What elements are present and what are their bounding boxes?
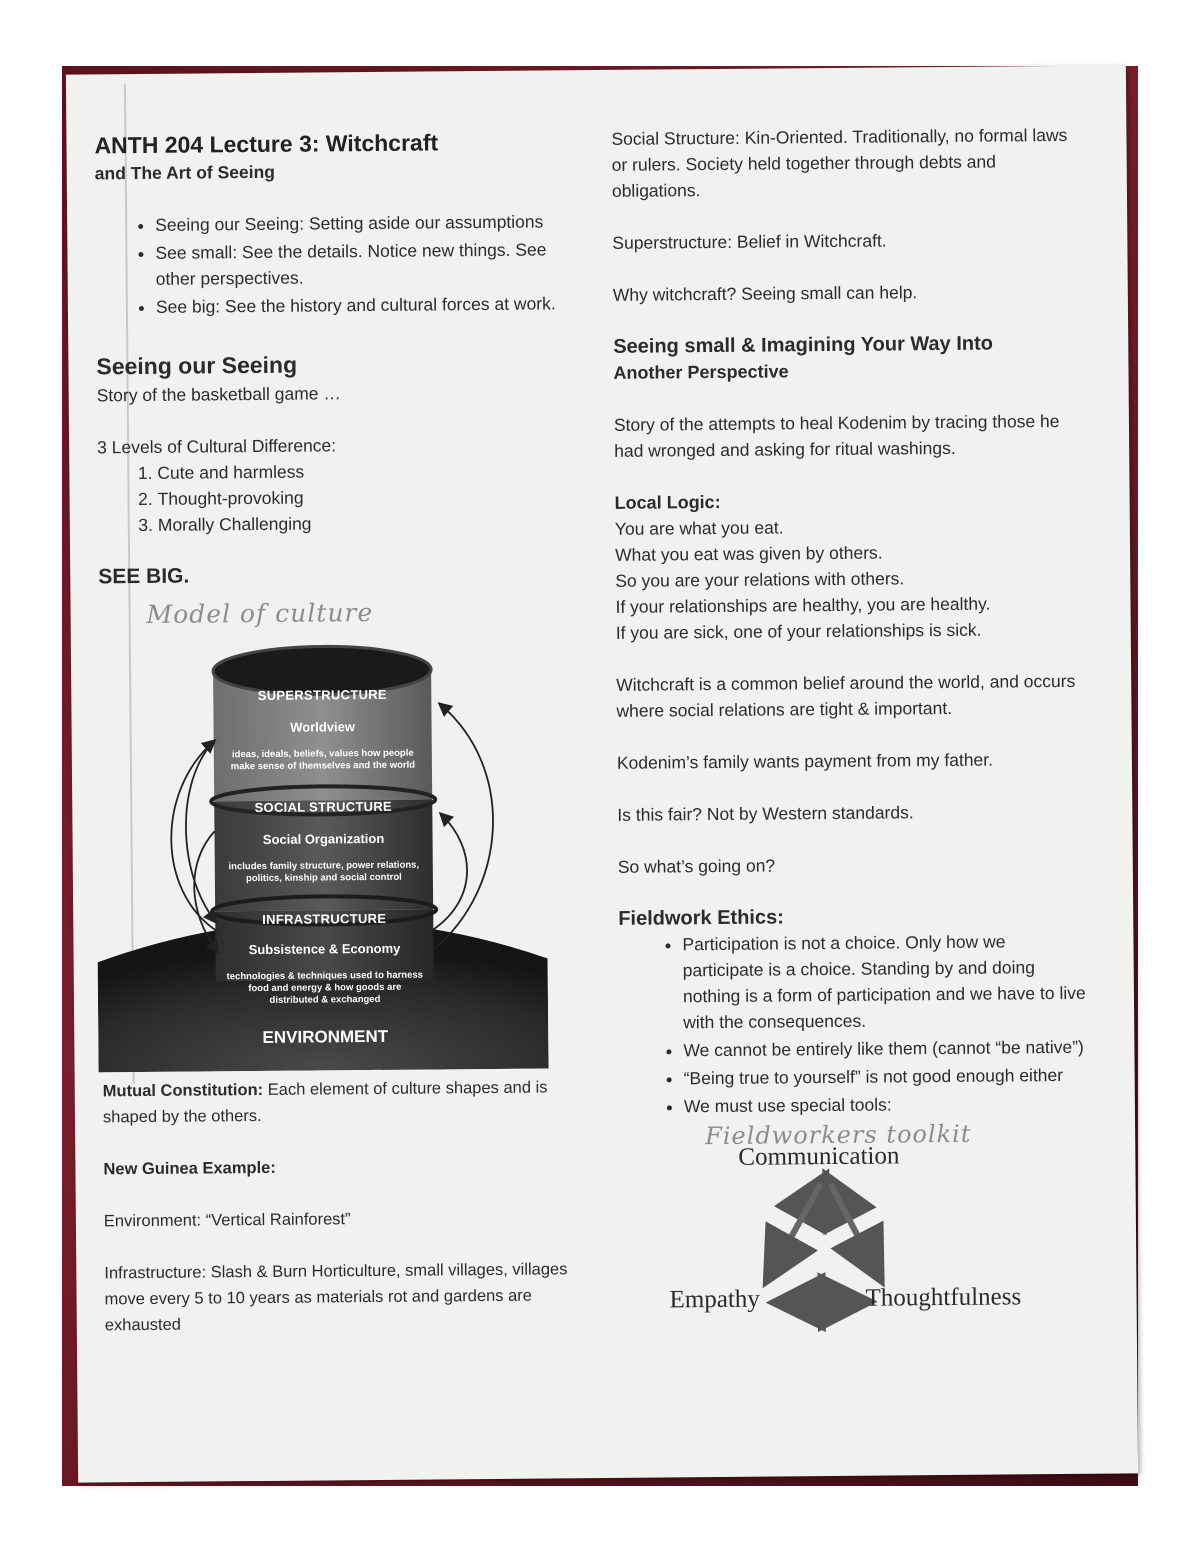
levels-list [97, 456, 568, 538]
list-item: • We must use special tools: [684, 1090, 1090, 1120]
subsistence-description: technologies & techniques used to harness food and energy & how goods are distributed & exchanged [226, 969, 423, 1006]
superstructure-text: Superstructure: Belief in Witchcraft. [612, 230, 887, 253]
seeing-text: Story of the basketball game … [96, 383, 341, 406]
empathy-label: Empathy [669, 1285, 760, 1314]
intro-bullets [95, 208, 566, 320]
environment-line: Environment: “Vertical Rainforest” [103, 1210, 351, 1231]
list-item: 2. Thought-provoking [157, 482, 567, 512]
page-title: ANTH 204 Lecture 3: Witchcraft [94, 129, 439, 159]
list-item: • We cannot be entirely like them (cannot “be native”) [683, 1034, 1089, 1064]
list-item: • See big: See the history and cultural forces at work. [156, 290, 566, 320]
local-logic-lines [615, 512, 1086, 646]
mutual-label: Mutual Constitution: [102, 1080, 264, 1101]
fair-text: Is this fair? Not by Western standards. [617, 802, 914, 825]
list-item: • “Being true to yourself” is not good enough either [684, 1062, 1090, 1092]
see-big-heading: SEE BIG. [98, 564, 190, 589]
social-structure-text: Social Structure: Kin-Oriented. Traditionally, no formal laws or rulers. Society held together through debts and obligations. [611, 124, 1068, 201]
list-item: • See small: See the details. Notice new things. See other perspectives. [155, 236, 565, 292]
infrastructure-line: Infrastructure: Slash & Burn Horticulture, small villages, villages move every 5 to 10 years as materials rot and gardens are exhausted [104, 1260, 568, 1335]
infrastructure-label [224, 906, 425, 1008]
superstructure-label [222, 682, 423, 774]
story-text: Story of the attempts to heal Kodenim by tracing those he had wronged and asking for ritual washings. [613, 410, 1060, 461]
local-logic-line: If you are sick, one of your relationships is sick. [615, 619, 982, 643]
levels-intro: 3 Levels of Cultural Difference: [97, 435, 337, 458]
social-structure-label [223, 794, 424, 886]
culture-model-diagram [95, 628, 549, 1072]
handout-page [66, 65, 1138, 1482]
worldview-label: Worldview [290, 719, 356, 735]
right-column [611, 122, 1092, 1334]
social-structure-heading: SOCIAL STRUCTURE [254, 798, 393, 816]
fieldwork-ethics-heading: Fieldwork Ethics: [618, 906, 784, 930]
thoughtfulness-label: Thoughtfulness [865, 1283, 1022, 1312]
list-item: • Seeing our Seeing: Setting aside our assumptions [155, 208, 565, 238]
local-logic-heading: Local Logic: [614, 491, 721, 513]
mutual-text: Each element of culture shapes and is shaped by the others. [102, 1078, 548, 1127]
local-logic-line: What you eat was given by others. [615, 542, 883, 565]
new-guinea-heading: New Guinea Example: [103, 1158, 276, 1179]
list-item: • Participation is not a choice. Only how we participate is a choice. Standing by and doing nothing is a form of participation and we have to live with the consequences. [682, 928, 1089, 1036]
local-logic-line: So you are your relations with others. [615, 568, 905, 591]
fieldworker-toolkit-diagram [620, 1120, 1082, 1334]
why-witchcraft-text: Why witchcraft? Seeing small can help. [612, 282, 918, 305]
witchcraft-common-text: Witchcraft is a common belief around the world, and occurs where social relations are tight & important. [616, 670, 1076, 721]
ethics-bullets [618, 928, 1090, 1120]
local-logic-line: If your relationships are healthy, you are healthy. [615, 593, 991, 617]
mutual-constitution [103, 1074, 573, 1130]
seeing-small-subheading: Another Perspective [613, 361, 789, 383]
list-item: 1. Cute and harmless [157, 456, 567, 486]
handwritten-note: Model of culture [146, 597, 374, 629]
infrastructure-heading: INFRASTRUCTURE [262, 910, 387, 927]
page-subtitle: and The Art of Seeing [94, 161, 276, 184]
environment-label: ENVIRONMENT [262, 1026, 389, 1047]
social-organization-description: includes family structure, power relations, politics, kinship and social control [228, 859, 420, 885]
handwritten-toolkit-note: Fieldworkers toolkit [705, 1119, 972, 1151]
list-item: 3. Morally Challenging [158, 508, 568, 538]
communication-label: Communication [738, 1142, 900, 1171]
local-logic-line: You are what you eat. [614, 517, 784, 539]
worldview-description: ideas, ideals, beliefs, values how people make sense of themselves and the world [230, 747, 416, 773]
payment-text: Kodenim’s family wants payment from my father. [616, 749, 994, 773]
seeing-heading: Seeing our Seeing [96, 351, 298, 380]
superstructure-heading: SUPERSTRUCTURE [257, 686, 387, 704]
left-column [94, 126, 575, 1338]
going-on-text: So what’s going on? [617, 855, 776, 877]
seeing-small-heading: Seeing small & Imagining Your Way Into [613, 332, 994, 358]
subsistence-label: Subsistence & Economy [248, 940, 401, 958]
social-organization-label: Social Organization [262, 830, 385, 847]
